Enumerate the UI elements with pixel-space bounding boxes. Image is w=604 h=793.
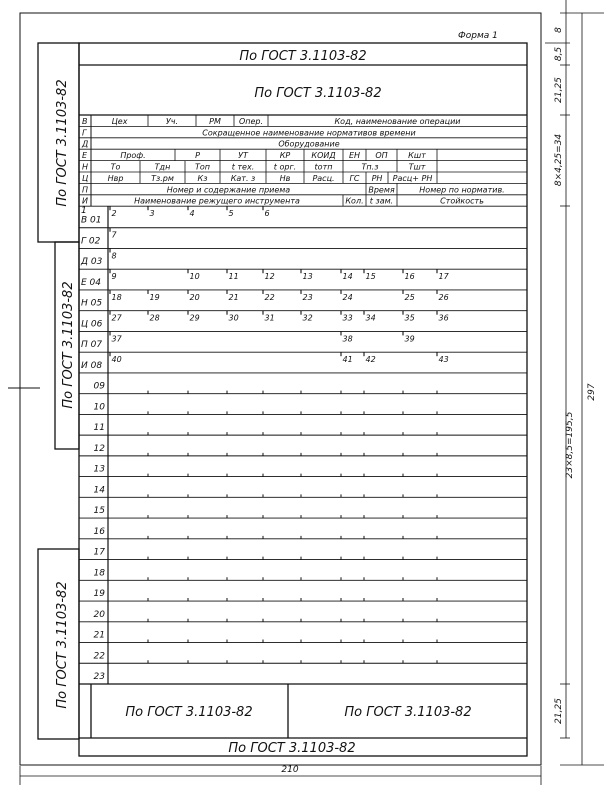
header-cell-label: Уч. <box>165 116 179 126</box>
header-cell-label: Кшт <box>408 151 426 161</box>
header-cell-label: Расц+ РН <box>392 173 433 183</box>
field-number: 7 <box>111 230 117 240</box>
field-number: 4 <box>189 209 195 219</box>
header-cell-label: t орг. <box>273 162 297 172</box>
header-row-code: Е <box>82 151 88 161</box>
header-row-code: П <box>82 185 89 195</box>
field-number: 17 <box>438 272 449 282</box>
field-number: 27 <box>111 313 122 323</box>
body-row-label: 09 <box>93 381 105 392</box>
header-cell-label: Стойкость <box>440 196 484 206</box>
header-cell-label: УТ <box>238 151 248 161</box>
body-row-label: 16 <box>93 526 105 537</box>
field-number: 8 <box>111 251 117 261</box>
body-row-label: Н 05 <box>81 298 103 309</box>
field-number: 29 <box>189 313 200 323</box>
field-number: 34 <box>365 313 376 323</box>
field-number: 2 <box>111 209 117 219</box>
field-number: 43 <box>438 355 449 365</box>
field-number: 26 <box>438 292 449 302</box>
field-number: 18 <box>111 292 122 302</box>
header-cell-label: Тдн <box>154 162 171 172</box>
field-number: 33 <box>342 313 353 323</box>
field-number: 28 <box>149 313 160 323</box>
dim-header-rows: 8×4,25=34 <box>554 133 564 187</box>
header-table <box>79 115 527 206</box>
body-row-label: 13 <box>93 464 105 475</box>
body-row-label: Ц 06 <box>81 319 103 330</box>
body-row-label: 12 <box>93 443 105 454</box>
bottom-gost-right: По ГОСТ 3.1103-82 <box>344 705 472 720</box>
field-number: 31 <box>264 313 275 323</box>
field-number: 13 <box>302 272 313 282</box>
dim-21-25-bottom: 21,25 <box>554 698 564 724</box>
header-cell-label: Время <box>368 185 395 195</box>
header-row-code: Г <box>82 128 87 138</box>
header-cell-label: Оборудование <box>278 139 340 149</box>
header-cell-label: РМ <box>209 116 221 126</box>
field-number: 11 <box>228 272 239 282</box>
header-row-code: Д <box>82 139 89 149</box>
body-row-label: 11 <box>93 423 105 434</box>
dim-top-8: 8 <box>554 27 564 33</box>
body-row-label: П 07 <box>81 340 103 351</box>
body-row-label: И 08 <box>81 360 103 371</box>
field-number: 10 <box>189 272 200 282</box>
forma-label: Форма 1 <box>458 31 498 41</box>
body-row-label: 17 <box>93 547 105 558</box>
header-cell-label: Проф. <box>120 151 146 161</box>
body-row-label: 21 <box>93 630 105 641</box>
main-frame <box>79 43 527 756</box>
top-gost-1: По ГОСТ 3.1103-82 <box>239 49 367 64</box>
header-cell-label: Цех <box>111 116 128 126</box>
field-number: 39 <box>404 334 415 344</box>
header-cell-label: Кз <box>197 173 208 183</box>
field-number: 35 <box>404 313 415 323</box>
header-cell-label: Р <box>195 151 200 161</box>
dim-body-rows: 23×8,5=195,5 <box>565 411 575 479</box>
header-cell-label: Опер. <box>238 116 264 126</box>
header-cell-label: t зам. <box>369 196 394 206</box>
body-row-label: 14 <box>93 485 105 496</box>
body-row-label: 23 <box>93 672 105 682</box>
body-row-label: Д 03 <box>81 257 103 268</box>
header-cell-label: Код, наименование операции <box>334 116 461 126</box>
header-cell-label: ГС <box>349 173 360 183</box>
bottom-gost-left: По ГОСТ 3.1103-82 <box>125 705 253 720</box>
field-number: 42 <box>365 355 376 365</box>
field-number: 32 <box>302 313 313 323</box>
header-cell-label: Нвр <box>107 173 124 183</box>
field-number: 20 <box>189 292 200 302</box>
body-row-label: 18 <box>93 568 105 579</box>
field-number: 25 <box>404 292 415 302</box>
field-number: 14 <box>342 272 353 282</box>
header-cell-label: ОП <box>375 151 388 161</box>
dim-height: 297 <box>587 383 597 401</box>
header-row-code: Н <box>82 162 89 172</box>
field-number: 12 <box>264 272 275 282</box>
header-row-code: И <box>82 196 88 206</box>
header-row-code: Ц <box>82 173 89 183</box>
header-cell-label: Нв <box>279 173 291 183</box>
field-number: 41 <box>342 355 353 365</box>
body-row-label: 19 <box>93 589 105 600</box>
header-cell-label: Наименование режущего инструмента <box>134 196 300 206</box>
header-cell-label: РН <box>371 173 383 183</box>
field-number: 37 <box>111 334 122 344</box>
header-cell-label: КОИД <box>311 151 336 161</box>
field-number: 19 <box>149 292 160 302</box>
header-cell-label: Кол. <box>345 196 364 206</box>
header-cell-label: Расц. <box>312 173 335 183</box>
dim-width: 210 <box>281 765 299 775</box>
field-number: 3 <box>149 209 155 219</box>
header-cell-label: Номер по норматив. <box>419 185 505 195</box>
header-cell-label: Тп.з <box>361 162 379 172</box>
dim-21-25-top: 21,25 <box>554 77 564 103</box>
field-number: 30 <box>228 313 239 323</box>
side-gost-top: По ГОСТ 3.1103-82 <box>55 79 70 207</box>
field-number: 24 <box>342 292 353 302</box>
header-cell-label: Топ <box>194 162 211 172</box>
body-row-label: Е 04 <box>81 277 101 288</box>
header-cell-label: Номер и содержание приема <box>166 185 291 195</box>
body-row-label: 20 <box>93 609 105 620</box>
body-row-label: 10 <box>93 402 105 413</box>
field-number: 5 <box>228 209 234 219</box>
header-cell-label: Кат. з <box>230 173 256 183</box>
side-gost-middle: По ГОСТ 3.1103-82 <box>61 281 76 409</box>
body-table <box>79 206 527 684</box>
header-cell-label: t тех. <box>231 162 255 172</box>
header-row-code: В <box>82 116 88 126</box>
side-gost-bottom: По ГОСТ 3.1103-82 <box>55 581 70 709</box>
body-row-label: Г 02 <box>81 236 101 247</box>
body-row-label: 1 <box>81 206 87 217</box>
header-cell-label: Тз.рм <box>151 173 174 183</box>
header-cell-label: Сокращенное наименование нормативов времени <box>202 128 416 138</box>
header-cell-label: tотп <box>314 162 333 172</box>
field-number: 16 <box>404 272 415 282</box>
field-number: 9 <box>111 272 117 282</box>
field-number: 15 <box>365 272 376 282</box>
field-number: 21 <box>228 292 239 302</box>
field-number: 38 <box>342 334 353 344</box>
bottom-gost-footer: По ГОСТ 3.1103-82 <box>228 741 356 756</box>
dim-top-8-5: 8,5 <box>554 46 564 62</box>
field-number: 36 <box>438 313 449 323</box>
field-number: 22 <box>264 292 275 302</box>
header-cell-label: КР <box>279 151 291 161</box>
body-row-label: 22 <box>93 651 105 662</box>
body-row-label: 15 <box>93 506 105 517</box>
field-number: 40 <box>111 355 122 365</box>
field-number: 23 <box>302 292 313 302</box>
header-cell-label: То <box>110 162 121 172</box>
body-row-label: В 01 <box>81 215 102 226</box>
header-cell-label: Тшт <box>408 162 426 172</box>
header-cell-label: ЕН <box>348 151 361 161</box>
field-number: 6 <box>264 209 270 219</box>
top-gost-2: По ГОСТ 3.1103-82 <box>254 86 382 101</box>
